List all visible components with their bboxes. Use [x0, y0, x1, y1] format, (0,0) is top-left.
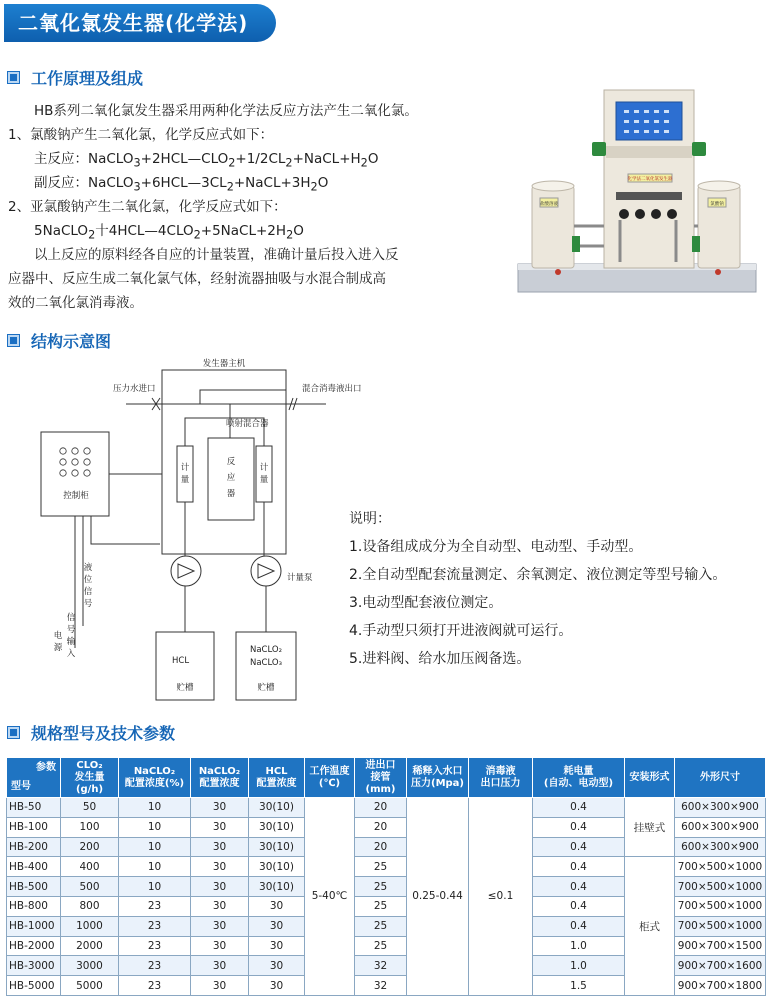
intro-text: HB系列二氧化氯发生器采用两种化学法反应方法产生二氧化氯。	[34, 103, 418, 119]
table-cell: HB-3000	[7, 956, 61, 976]
square-bullet-icon	[8, 335, 19, 346]
table-cell: 0.4	[533, 857, 625, 877]
svg-text:反: 反	[226, 457, 236, 467]
table-cell: 30	[191, 817, 249, 837]
table-cell: 10	[119, 837, 191, 857]
table-cell: 700×500×1000	[675, 916, 766, 936]
header-text: 稀释入水口	[412, 765, 463, 777]
header-text: 压力(Mpa)	[411, 777, 464, 789]
table-cell: HB-2000	[7, 936, 61, 956]
table-cell: 30	[191, 877, 249, 897]
table-cell: 50	[61, 798, 119, 818]
square-bullet-icon	[8, 72, 19, 83]
svg-text:信: 信	[66, 613, 76, 623]
install-cabinet-cell: 柜式	[625, 857, 675, 996]
table-cell: 32	[355, 976, 407, 996]
note-item: 5.进料阀、给水加压阀备选。	[349, 651, 531, 667]
temp-cell: 5-40℃	[305, 798, 355, 996]
side-reaction-formula: $NaCLO_3+6HCL—3CL_2+NaCL+3H_2O$	[88, 175, 329, 194]
header-install: 安装形式	[625, 758, 675, 798]
header-text: HCL	[265, 765, 288, 777]
header-param: 参数	[36, 762, 56, 773]
table-cell: 23	[119, 976, 191, 996]
header-text: (℃)	[318, 777, 341, 789]
header-pressure	[407, 758, 469, 798]
table-cell: 30	[249, 976, 305, 996]
note-item: 3.电动型配套液位测定。	[349, 595, 503, 611]
header-text: 工作温度	[309, 765, 350, 777]
table-cell: 25	[355, 936, 407, 956]
sodium-tank-name-2: NaCLO₃	[249, 658, 283, 668]
outlet-label: 混合消毒液出口	[302, 384, 362, 394]
table-cell: 20	[355, 798, 407, 818]
note-item: 4.手动型只须打开进液阀就可运行。	[349, 623, 573, 639]
table-cell: 30(10)	[249, 817, 305, 837]
header-text: 耗电量	[563, 765, 594, 777]
header-model: 型号	[11, 781, 31, 792]
svg-text:信: 信	[83, 587, 93, 597]
svg-text:量: 量	[180, 475, 190, 485]
table-cell: 3000	[61, 956, 119, 976]
note-item: 1.设备组成成分为全自动型、电动型、手动型。	[349, 539, 643, 555]
svg-text:输: 输	[66, 637, 76, 647]
table-cell: 500	[61, 877, 119, 897]
sodium-tank-name-1: NaCLO₂	[249, 645, 283, 655]
table-cell: 1.0	[533, 936, 625, 956]
meter-right	[256, 446, 272, 502]
table-cell: 200	[61, 837, 119, 857]
right-tank-label: 氯酸钠	[710, 202, 724, 207]
outlet-pressure-cell: ≤0.1	[469, 798, 533, 996]
header-text: 配置浓度	[256, 777, 297, 789]
header-text: 配置浓度	[199, 777, 240, 789]
table-cell: 900×700×1800	[675, 976, 766, 996]
header-text: 配置浓度(%)	[124, 777, 185, 789]
generator-photo	[512, 86, 762, 300]
table-cell: 30(10)	[249, 837, 305, 857]
notes-block	[349, 505, 726, 673]
hcl-tank-label: 贮槽	[176, 683, 194, 693]
table-cell: 30	[249, 936, 305, 956]
svg-text:号: 号	[66, 625, 76, 635]
header-temp	[305, 758, 355, 798]
header-text: NaCLO₂	[133, 765, 176, 777]
section-title: 规格型号及技术参数	[31, 723, 176, 743]
table-cell: 0.4	[533, 817, 625, 837]
table-cell: 30	[191, 936, 249, 956]
table-cell: 1000	[61, 916, 119, 936]
table-cell: 25	[355, 857, 407, 877]
section-title: 结构示意图	[31, 331, 112, 351]
table-cell: 23	[119, 936, 191, 956]
table-cell: 23	[119, 916, 191, 936]
section-title: 工作原理及组成	[31, 68, 144, 88]
header-text: (自动、电动型)	[543, 777, 614, 789]
side-reaction-label: 副反应：	[34, 175, 88, 191]
header-text: 进出口	[365, 759, 396, 771]
table-cell: 400	[61, 857, 119, 877]
hcl-tank-name: HCL	[172, 656, 190, 666]
table-row	[7, 857, 766, 877]
table-cell: 20	[355, 817, 407, 837]
header-text: 出口压力	[480, 777, 521, 789]
svg-text:应: 应	[226, 473, 236, 483]
header-text: NaCLO₂	[198, 765, 241, 777]
header-text: CLO₂	[76, 759, 103, 771]
table-cell: 0.4	[533, 896, 625, 916]
table-cell: 30	[249, 916, 305, 936]
section-heading-spec	[8, 721, 175, 743]
table-cell: 30	[249, 896, 305, 916]
table-cell: 30	[249, 956, 305, 976]
table-cell: HB-1000	[7, 916, 61, 936]
table-cell: 10	[119, 817, 191, 837]
table-cell: 30	[191, 837, 249, 857]
table-cell: 0.4	[533, 916, 625, 936]
table-cell: 0.4	[533, 837, 625, 857]
section-heading-principle	[8, 66, 143, 88]
pressure-cell: 0.25-0.44	[407, 798, 469, 996]
chlorite-reaction-formula: 5NaCLO$_2$十$4HCL—4CLO_2+5NaCL+2H_2O$	[34, 223, 304, 242]
header-corner	[7, 758, 61, 798]
table-cell: 0.4	[533, 877, 625, 897]
pump-left	[171, 556, 201, 586]
table-cell: 900×700×1600	[675, 956, 766, 976]
main-reaction-label: 主反应：	[34, 151, 88, 167]
table-cell: 30	[191, 956, 249, 976]
table-cell: 10	[119, 798, 191, 818]
install-wall-cell: 挂壁式	[625, 798, 675, 857]
table-cell: 30	[191, 976, 249, 996]
header-naclo2-b	[191, 758, 249, 798]
table-cell: 30	[191, 798, 249, 818]
table-cell: 700×500×1000	[675, 877, 766, 897]
svg-text:器: 器	[226, 489, 236, 499]
table-cell: HB-500	[7, 877, 61, 897]
table-cell: 30(10)	[249, 798, 305, 818]
table-cell: 30	[191, 896, 249, 916]
table-cell: 1.0	[533, 956, 625, 976]
header-pipe	[355, 758, 407, 798]
table-cell: HB-200	[7, 837, 61, 857]
spec-table	[6, 757, 766, 996]
table-cell: HB-400	[7, 857, 61, 877]
table-cell: 23	[119, 956, 191, 976]
table-cell: 30	[191, 916, 249, 936]
table-cell: 900×700×1500	[675, 936, 766, 956]
svg-text:电: 电	[53, 631, 63, 641]
table-cell: 600×300×900	[675, 837, 766, 857]
table-cell: 25	[355, 916, 407, 936]
panel-label: 化学法二氧化氯发生器	[627, 177, 673, 182]
structure-diagram	[30, 350, 375, 710]
header-hcl	[249, 758, 305, 798]
table-cell: 20	[355, 837, 407, 857]
table-cell: 10	[119, 857, 191, 877]
main-reaction-formula: $NaCLO_3+2HCL—CLO_2+1/2CL_2+NaCL+H_2O$	[88, 151, 379, 170]
table-cell: HB-800	[7, 896, 61, 916]
svg-text:计: 计	[180, 463, 190, 473]
table-cell: 30(10)	[249, 877, 305, 897]
svg-text:位: 位	[83, 575, 93, 585]
header-power	[533, 758, 625, 798]
table-cell: 700×500×1000	[675, 857, 766, 877]
section-heading-structure	[8, 329, 111, 351]
table-cell: HB-100	[7, 817, 61, 837]
left-tank-label: 盐酸溶液	[540, 202, 558, 207]
sodium-tank-label: 贮槽	[257, 683, 275, 693]
header-text: 发生量(g/h)	[74, 771, 105, 795]
table-cell: 30(10)	[249, 857, 305, 877]
table-cell: 600×300×900	[675, 798, 766, 818]
square-bullet-icon	[8, 727, 19, 738]
item-1-text: 1、氯酸钠产生二氧化氯，化学反应式如下：	[8, 127, 274, 143]
paragraph-line-1: 以上反应的原料经各自应的计量装置，准确计量后投入进入反	[34, 247, 399, 263]
note-item: 2.全自动型配套流量测定、余氧测定、液位测定等型号输入。	[349, 567, 727, 583]
table-cell: 30	[191, 857, 249, 877]
header-text: 消毒液	[485, 765, 516, 777]
pump-right	[251, 556, 281, 586]
table-cell: 2000	[61, 936, 119, 956]
table-cell: 0.4	[533, 798, 625, 818]
svg-text:量: 量	[259, 475, 269, 485]
control-label: 控制柜	[63, 491, 89, 501]
generator-main-box	[162, 370, 286, 554]
water-inlet-label: 压力水进口	[113, 384, 156, 394]
item-2-text: 2、亚氯酸钠产生二氧化氯，化学反应式如下：	[8, 199, 287, 215]
table-cell: 25	[355, 877, 407, 897]
table-cell: 100	[61, 817, 119, 837]
header-outlet-pressure	[469, 758, 533, 798]
table-cell: 800	[61, 896, 119, 916]
paragraph-line-3: 效的二氧化氯消毒液。	[8, 295, 143, 311]
svg-text:入: 入	[66, 649, 76, 659]
header-text: 接管(mm)	[365, 771, 396, 795]
table-cell: 700×500×1000	[675, 896, 766, 916]
table-cell: HB-50	[7, 798, 61, 818]
header-naclo2	[119, 758, 191, 798]
notes-title: 说明：	[349, 511, 391, 527]
meter-left	[177, 446, 193, 502]
table-row	[7, 798, 766, 818]
table-cell: 32	[355, 956, 407, 976]
table-cell: 25	[355, 896, 407, 916]
header-dimensions: 外形尺寸	[675, 758, 766, 798]
pump-label: 计量泵	[287, 573, 313, 583]
page-title-banner: 二氧化氯发生器(化学法)	[4, 4, 276, 42]
svg-text:号: 号	[83, 599, 93, 609]
svg-text:计: 计	[259, 463, 269, 473]
table-cell: 23	[119, 896, 191, 916]
table-cell: 10	[119, 877, 191, 897]
ejector-label: 喷射混合器	[226, 419, 269, 429]
table-cell: 5000	[61, 976, 119, 996]
table-cell: HB-5000	[7, 976, 61, 996]
paragraph-line-2: 应器中、反应生成二氧化氯气体，经射流器抽吸与水混合制成高	[8, 271, 386, 287]
svg-text:液: 液	[83, 563, 93, 573]
table-cell: 600×300×900	[675, 817, 766, 837]
main-unit-label: 发生器主机	[202, 359, 246, 369]
svg-text:源: 源	[53, 643, 63, 653]
table-header-row	[7, 758, 766, 798]
header-clo2	[61, 758, 119, 798]
table-cell: 1.5	[533, 976, 625, 996]
